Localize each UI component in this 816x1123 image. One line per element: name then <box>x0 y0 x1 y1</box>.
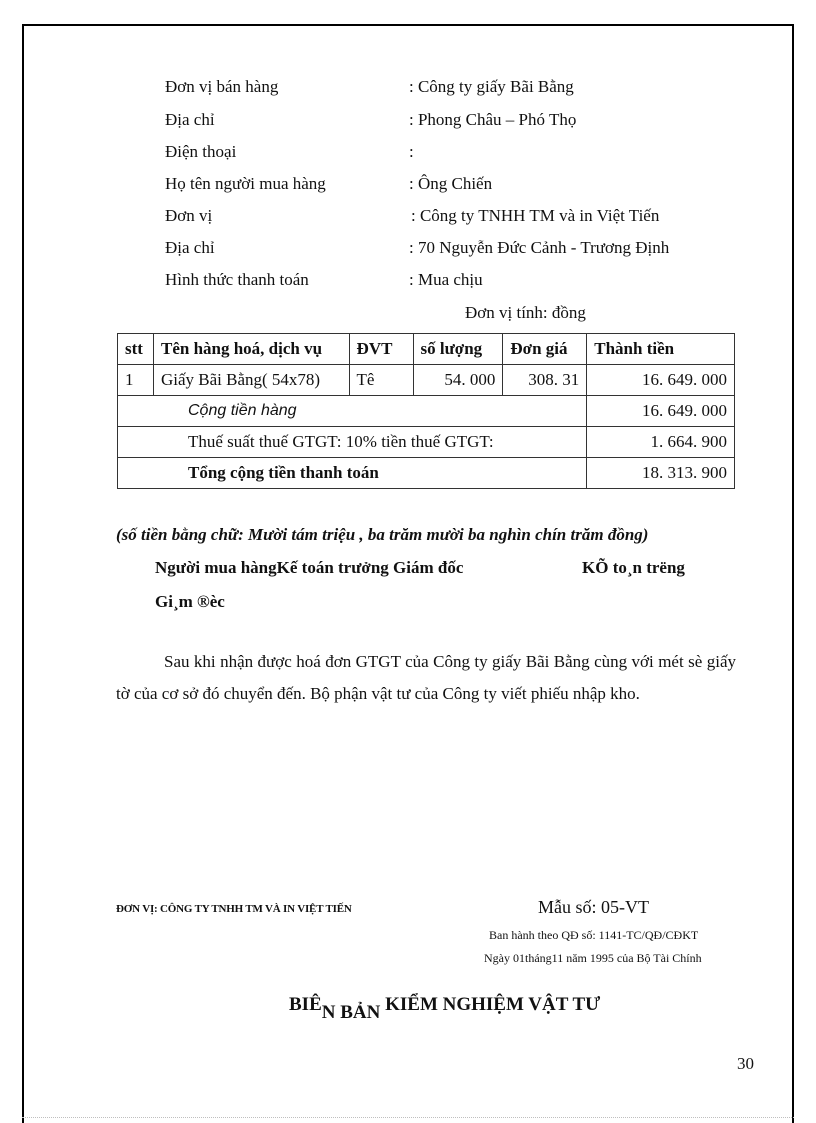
total-label: Tổng cộng tiền thanh toán <box>118 458 587 489</box>
table-row <box>118 365 735 396</box>
info-label: Đơn vị <box>165 206 213 225</box>
header-price: Đơn giá <box>503 334 587 365</box>
signature-chief-accountant: KÕ to¸n trëng <box>582 558 685 577</box>
title-part-3: KIỂM NGHIỆM VẬT TƯ <box>380 994 601 1015</box>
cell-amount: 16. 649. 000 <box>587 365 735 396</box>
tax-value: 1. 664. 900 <box>587 427 735 458</box>
title-part-2: N BẢN <box>321 1002 381 1023</box>
info-row-seller <box>0 77 816 103</box>
subtotal-row <box>118 396 735 427</box>
info-value: : Công ty giấy Bãi Bằng <box>409 77 574 96</box>
bottom-border <box>22 1117 794 1118</box>
signature-titles: Người mua hàngKế toán trưởng Giám đốc <box>155 558 464 577</box>
header-unit: ĐVT <box>349 334 413 365</box>
info-label: Địa chỉ <box>165 238 215 257</box>
cell-quantity: 54. 000 <box>413 365 503 396</box>
page-number: 30 <box>737 1054 754 1073</box>
info-row-buyer <box>0 174 816 200</box>
info-value: : Ông Chiến <box>409 174 493 193</box>
info-value: : Mua chịu <box>409 270 483 289</box>
subtotal-label: Cộng tiền hàng <box>118 396 587 427</box>
tax-label: Thuế suất thuế GTGT: 10% tiền thuế GTGT: <box>118 427 587 458</box>
info-value: : Phong Châu – Phó Thọ <box>409 110 577 129</box>
cell-stt: 1 <box>118 365 154 396</box>
info-value: : 70 Nguyễn Đức Cảnh - Trương Định <box>409 238 670 257</box>
issued-by: Ban hành theo QĐ số: 1141-TC/QĐ/CĐKT <box>489 928 699 942</box>
info-label: Hình thức thanh toán <box>165 270 309 289</box>
info-value: : Công ty TNHH TM và in Việt Tiến <box>411 206 660 225</box>
info-row-phone <box>0 142 816 168</box>
info-row-buyer-unit <box>0 206 816 232</box>
header-quantity: số lượng <box>413 334 503 365</box>
info-row-payment <box>0 270 816 296</box>
table-header-row <box>118 334 735 365</box>
info-value: : <box>409 142 414 161</box>
tax-row <box>118 427 735 458</box>
info-label: Đơn vị bán hàng <box>165 77 279 96</box>
amount-in-words: (số tiền bằng chữ: Mười tám triệu , ba trăm mười ba nghìn chín trăm đồng) <box>116 525 649 544</box>
invoice-table <box>117 333 735 489</box>
unit-note: Đơn vị tính: đồng <box>465 303 586 322</box>
unit-header: ĐƠN VỊ: CÔNG TY TNHH TM VÀ IN VIỆT TIẾN <box>116 903 352 915</box>
body-paragraph: Sau khi nhận được hoá đơn GTGT của Công ty giấy Bãi Bằng cùng với mét sè giấy tờ của cơ sở đó chuyển đến. Bộ phận vật tư của Công ty viết phiếu nhập kho. <box>116 652 736 703</box>
total-row <box>118 458 735 489</box>
form-number: Mẫu số: 05-VT <box>538 897 649 917</box>
info-label: Điện thoại <box>165 142 237 161</box>
header-stt: stt <box>118 334 154 365</box>
subtotal-value: 16. 649. 000 <box>587 396 735 427</box>
info-label: Địa chỉ <box>165 110 215 129</box>
info-label: Họ tên người mua hàng <box>165 174 326 193</box>
cell-price: 308. 31 <box>503 365 587 396</box>
total-value: 18. 313. 900 <box>587 458 735 489</box>
cell-unit: Tê <box>349 365 413 396</box>
signature-director: Gi¸m ®èc <box>155 592 225 611</box>
header-amount: Thành tiền <box>587 334 735 365</box>
cell-item: Giấy Bãi Bằng( 54x78) <box>153 365 349 396</box>
issued-date: Ngày 01tháng11 năm 1995 của Bộ Tài Chính <box>484 951 702 965</box>
info-row-buyer-address <box>0 238 816 264</box>
title-part-1: BIÊ <box>289 994 322 1015</box>
document-title <box>289 994 601 1023</box>
header-item: Tên hàng hoá, dịch vụ <box>153 334 349 365</box>
info-row-seller-address <box>0 110 816 136</box>
